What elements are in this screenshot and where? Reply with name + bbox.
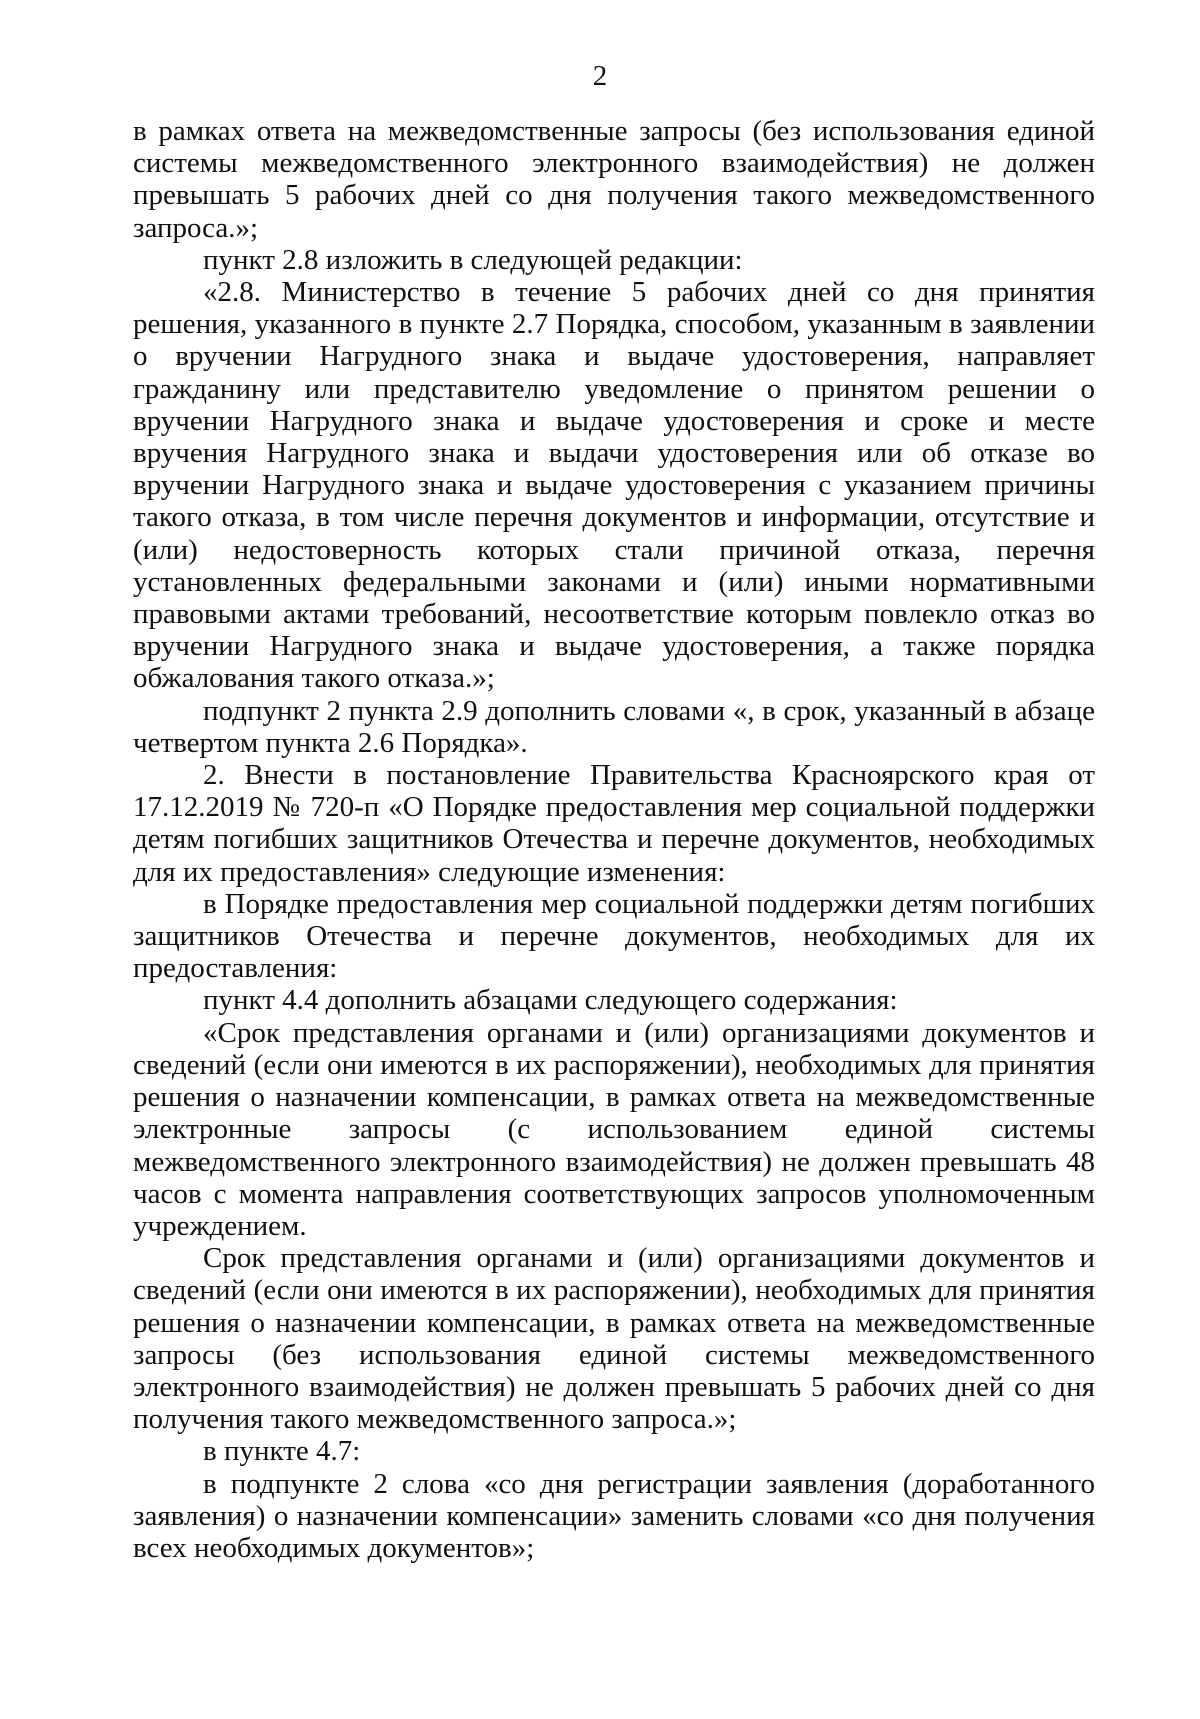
paragraph: в Порядке предоставления мер социальной поддержки детям погибших защитников Отечества и перечне документов, необходимых для их предоставления: — [133, 887, 1095, 985]
paragraph: подпункт 2 пункта 2.9 дополнить словами «, в срок, указанный в абзаце четвертом пункта 2.6 Порядка». — [133, 694, 1095, 759]
paragraph: пункт 2.8 изложить в следующей редакции: — [203, 243, 743, 276]
page-number: 2 — [592, 60, 608, 92]
paragraph: Срок представления органами и (или) организациями документов и сведений (если они имеются в их распоряжении), необходимых для принятия решения о назначении компенсации, в рамках ответа на межведомственные запросы (без использования единой системы межведомственного электронного взаимодействия) не должен превышать 5 рабочих дней со дня получения такого межведомственного запроса.»; — [133, 1242, 1095, 1436]
document-body — [133, 115, 1095, 1564]
paragraph: в рамках ответа на межведомственные запросы (без использования единой системы межведомственного электронного взаимодействия) не должен превышать 5 рабочих дней со дня получения такого межведомственного запроса.»; — [133, 115, 1095, 244]
paragraph: пункт 4.4 дополнить абзацами следующего содержания: — [203, 984, 898, 1017]
paragraph: 2. Внести в постановление Правительства Красноярского края от 17.12.2019 № 720-п «О Порядке предоставления мер социальной поддержки детям погибших защитников Отечества и перечне документов, необходимых для их предоставления» следующие изменения: — [133, 759, 1095, 888]
paragraph: в подпункте 2 слова «со дня регистрации заявления (доработанного заявления) о назначении компенсации» заменить словами «со дня получения всех необходимых документов»; — [133, 1467, 1095, 1564]
paragraph: в пункте 4.7: — [203, 1435, 361, 1468]
paragraph: «Срок представления органами и (или) организациями документов и сведений (если они имеются в их распоряжении), необходимых для принятия решения о назначении компенсации, в рамках ответа на межведомственные электронные запросы (с использованием единой системы межведомственного электронного взаимодействия) не должен превышать 48 часов с момента направления соответствующих запросов уполномоченным учреждением. — [133, 1016, 1095, 1242]
paragraph: «2.8. Министерство в течение 5 рабочих дней со дня принятия решения, указанного в пункте 2.7 Порядка, способом, указанным в заявлении о вручении Нагрудного знака и выдаче удостоверения, направляет гражданину или представителю уведомление о принятом решении о вручении Нагрудного знака и выдаче удостоверения и сроке и месте вручения Нагрудного знака и выдачи удостоверения или об отказе во вручении Нагрудного знака и выдаче удостоверения с указанием причины такого отказа, в том числе перечня документов и информации, отсутствие и (или) недостоверность которых стали причиной отказа, перечня установленных федеральными законами и (или) иными нормативными правовыми актами требований, несоответствие которым повлекло отказ во вручении Нагрудного знака и выдаче удостоверения, а также порядка обжалования такого отказа.»; — [133, 276, 1095, 695]
